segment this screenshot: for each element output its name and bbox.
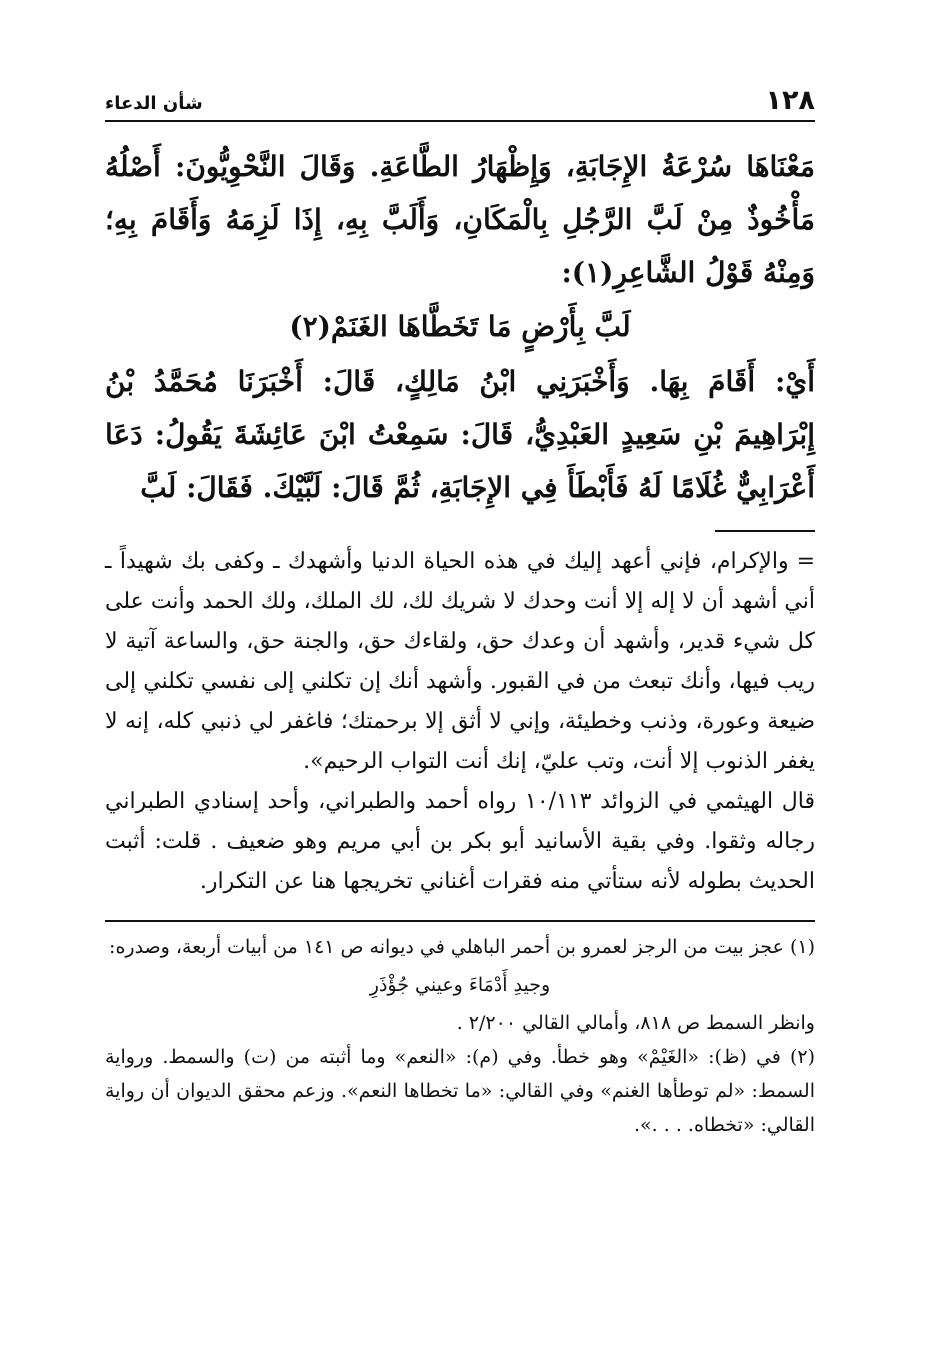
main-paragraph-2: أَيْ: أَقَامَ بِهَا. وَأَخْبَرَنِي ابْنُ مَالِكٍ، قَالَ: أَخْبَرَنَا مُحَمَّدُ بْنُ إِبْرَاهِيمَ بْنِ سَعِيدٍ العَبْدِيُّ، قَالَ: سَمِعْتُ ابْنَ عَائِشَةَ يَقُولُ: دَعَا أَعْرَابِيٌّ غُلَامًا لَهُ فَأَبْطَأَ فِي الإِجَابَةِ، ثُمَّ قَالَ: لَبَّيْكَ. فَقَالَ: لَبَّ (105, 365, 815, 504)
footnote-2: (٢) في (ظ): «الغَيْمْ» وهو خطأ. وفي (م): «النعم» وما أثبته من (ت) والسمط. ورواية السمط: «لم توطأها الغنم» وفي القالي: «ما تخطاها النعم». وزعم محقق الديوان أن رواية القالي: «تخطاه. . . .». (105, 1046, 815, 1136)
main-paragraph-1: مَعْنَاهَا سُرْعَةُ الإِجَابَةِ، وَإِظْهَارُ الطَّاعَةِ. وَقَالَ النَّحْوِيُّونَ: أَصْلُهُ مَأْخُوذٌ مِنْ لَبَّ الرَّجُلِ بِالْمَكَانِ، وَأَلَبَّ بِهِ، إِذَا لَزِمَهُ وَأَقَامَ بِهِ؛ وَمِنْهُ قَوْلُ الشَّاعِرِ(١): (105, 150, 815, 289)
continued-note-paragraph-2: قال الهيثمي في الزوائد ١٠/١١٣ رواه أحمد والطبراني، وأحد إسنادي الطبراني رجاله وثقوا. وفي بقية الأسانيد أبو بكر بن أبي مريم وهو ضعيف . قلت: أثبت الحديث بطوله لأنه ستأتي منه فقرات أغناني تخريجها هنا عن التكرار. (105, 789, 815, 894)
poetry-verse: لَبَّ بِأَرْضٍ مَا تَخَطَّاهَا الغَنَمْ(٢) (289, 310, 631, 343)
footnote-1: (١) عجز بيت من الرجز لعمرو بن أحمر الباهلي في ديوانه ص ١٤١ من أبيات أربعة، وصدره: (109, 936, 815, 958)
running-title: شأن الدعاء (105, 93, 203, 114)
footnote-divider (105, 920, 815, 922)
page-number: ١٢٨ (765, 85, 815, 116)
footnote-1-reference: وانظر السمط ص ٨١٨، وأمالي القالي ٢/٢٠٠ . (456, 1012, 815, 1034)
footnote-1-verse: وجيدِ أَدْمَاءَ وعيني جُؤْذَرِ (369, 974, 551, 996)
main-text (105, 140, 815, 514)
page-header (105, 80, 815, 122)
book-page (105, 80, 815, 1340)
continuation-marker: = (796, 549, 815, 574)
continued-note-text-1: والإكرام، فإني أعهد إليك في هذه الحياة الدنيا وأشهدك ـ وكفى بك شهيداً ـ أني أشهد أن لا إله إلا أنت وحدك لا شريك لك، لك الملك، ولك الحمد وأنت على كل شيء قدير، وأشهد أن وعدك حق، ولقاءك حق، والجنة حق، والساعة آتية لا ريب فيها، وأنك تبعث من في القبور. وأشهد أنك إن تكلني إلى نفسي تكلني إلى ضيعة وعورة، وذنب وخطيئة، وإني لا أثق إلا برحمتك؛ فاغفر لي ذنبي كله، إنه لا يغفر الذنوب إلا أنت، وتب عليّ، إنك أنت التواب الرحيم». (105, 549, 815, 774)
continuation-divider (715, 530, 815, 532)
continued-note-paragraph-1 (105, 542, 815, 782)
